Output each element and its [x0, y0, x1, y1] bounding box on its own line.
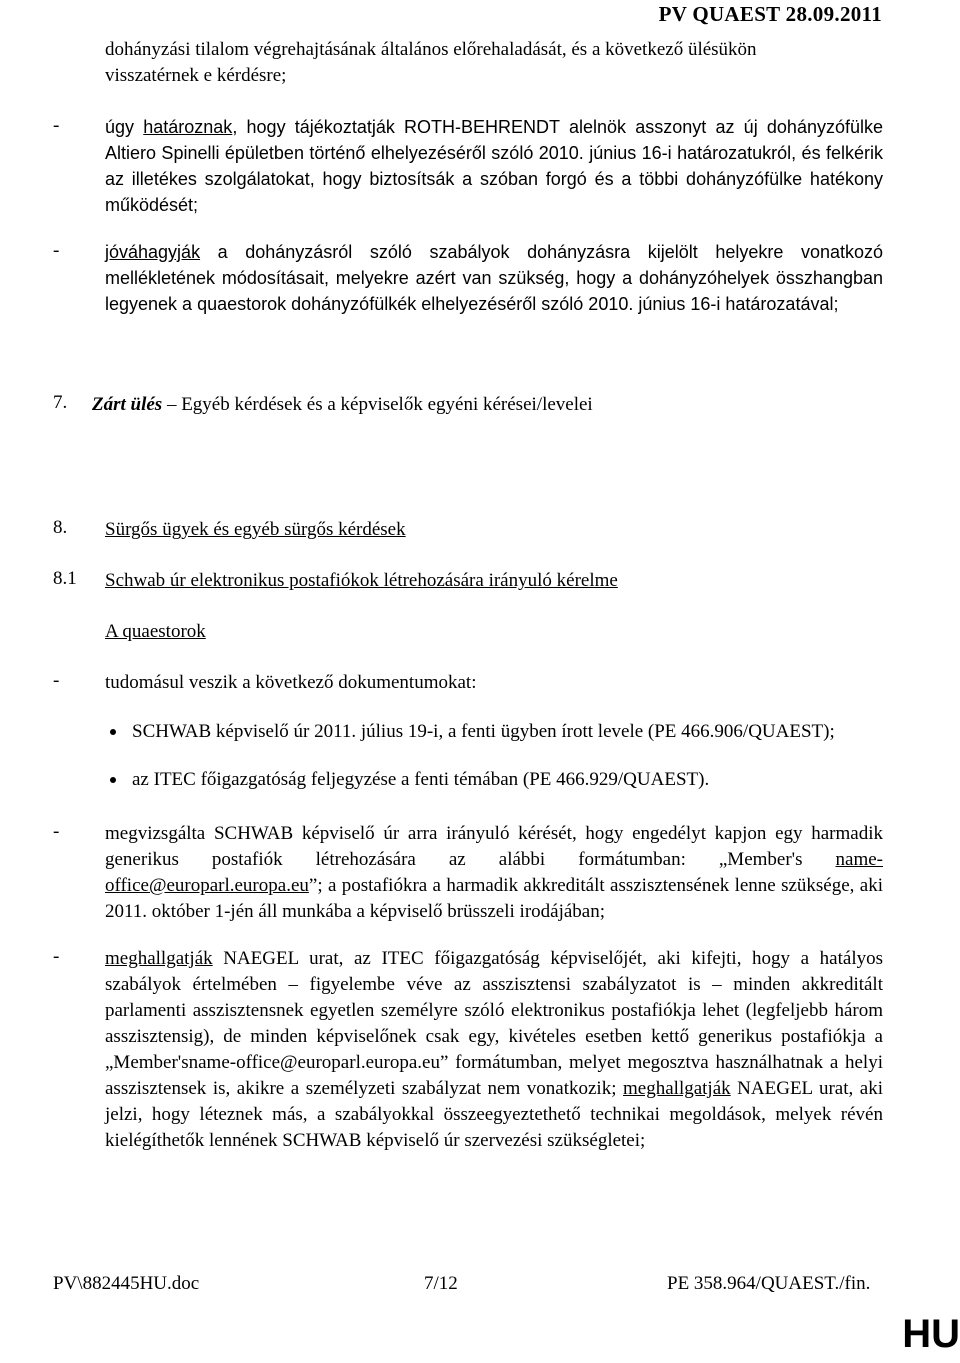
dash-marker: - [53, 115, 60, 136]
bullet-dot [110, 777, 116, 783]
section-7-closed-session: Zárt ülés [92, 394, 163, 415]
section-8-1-title: Schwab úr elektronikus postafiókok létrehozására irányuló kérelme [105, 570, 618, 591]
bullet-item-1: SCHWAB képviselő úr 2011. július 19-i, a fenti ügyben írott levele (PE 466.906/QUAEST); [132, 721, 835, 742]
item-text-start: megvizsgálta SCHWAB képviselő úr arra irányuló kérését, hogy engedélyt kapjon egy harmadik generikus postafiók létrehozására az alábbi formátumban: „Member's [105, 823, 883, 870]
section-7-title [92, 392, 593, 418]
item-meghallgatjak [105, 946, 883, 1154]
section-8-title: Sürgős ügyek és egyéb sürgős kérdések [105, 519, 406, 540]
item-text-rest: a dohányzásról szóló szabályok dohányzásra kijelölt helyekre vonatkozó mellékletének módosításait, melyekre azért van szükség, hogy a dohányzóhelyek összhangban legyenek a quaestorok dohányzófülkék elhelyezéséről szóló 2010. június 16-i határozatával; [105, 242, 883, 314]
dash-marker: - [53, 240, 60, 261]
footer-page-number: 7/12 [424, 1273, 458, 1294]
quaestors-label: A quaestorok [105, 621, 206, 642]
section-8-1-number: 8.1 [53, 568, 77, 589]
document-header-title: PV QUAEST 28.09.2011 [658, 2, 882, 26]
item-tajekoztatjak [105, 114, 883, 218]
item-jovahagyjak [105, 239, 883, 317]
underlined-verb: határoznak [143, 117, 233, 137]
section-7-rest: – Egyéb kérdések és a képviselők egyéni kérései/levelei [162, 394, 593, 415]
item-tudomasul: tudomásul veszik a következő dokumentumokat: [105, 672, 477, 693]
footer-doc-name: PV\882445HU.doc [53, 1273, 200, 1294]
intro-line-2: visszatérnek e kérdésre; [105, 65, 287, 86]
bullet-item-2: az ITEC főigazgatóság feljegyzése a fenti témában (PE 466.929/QUAEST). [132, 769, 710, 790]
underlined-verb: jóváhagyják [105, 242, 201, 262]
item-text-middle: NAEGEL urat, az ITEC főigazgatóság képviselőjét, aki kifejti, hogy a hatályos szabályok értelmében – figyelembe véve az asszisztensi szabályzatot is – minden akkreditált parlamenti asszisztensnek egyetlen személyre szóló elektronikus postafiókja lehet (legfeljebb három asszisztensig), de minden képviselőnek csak egy, kivételes esetben kettő generikus postafiókja a „Member'sname-office@europarl.europa.eu” formátumban, melyet megosztva használhatnak a helyi asszisztensek is, akikre a személyzeti szabályzat nem vonatkozik; [105, 948, 883, 1099]
intro-line-1: dohányzási tilalom végrehajtásának általános előrehaladását, és a következő ülésükön [105, 39, 757, 60]
section-8-number: 8. [53, 517, 68, 538]
footer-reference: PE 358.964/QUAEST./fin. [667, 1273, 871, 1294]
email-link[interactable]: name-office@europarl.europa.eu [105, 849, 883, 896]
language-code: HU [902, 1312, 960, 1356]
item-text-start: úgy [105, 117, 144, 137]
item-text-rest: ”; a postafiókra a harmadik akkreditált asszisztensének lenne szüksége, aki 2011. október 1-jén áll munkába a képviselő brüsszeli irodájában; [105, 875, 883, 922]
item-text-rest: NAEGEL urat, aki jelzi, hogy léteznek más, a szabályokkal összeegyeztethető technikai megoldások, melyek révén kielégíthetők lennének SCHWAB képviselő úr szervezési szükségletei; [105, 1078, 883, 1151]
dash-marker: - [53, 946, 60, 967]
section-7-number: 7. [53, 392, 68, 413]
dash-marker: - [53, 670, 60, 691]
item-text-rest: , hogy tájékoztatják ROTH-BEHRENDT alelnök asszonyt az új dohányzófülke Altiero Spinelli épületben történő elhelyezéséről szóló 2010. június 16-i határozatukról, és felkérik az illetékes szolgálatokat, hogy biztosítsák a szóban forgó és a többi dohányzófülke hatékony működését; [105, 117, 883, 215]
dash-marker: - [53, 821, 60, 842]
underlined-verb: meghallgatják [623, 1078, 731, 1099]
bullet-dot [110, 729, 116, 735]
intro-paragraph [105, 37, 883, 89]
underlined-verb: meghallgatják [105, 948, 213, 969]
item-megvizsgalta [105, 821, 883, 925]
